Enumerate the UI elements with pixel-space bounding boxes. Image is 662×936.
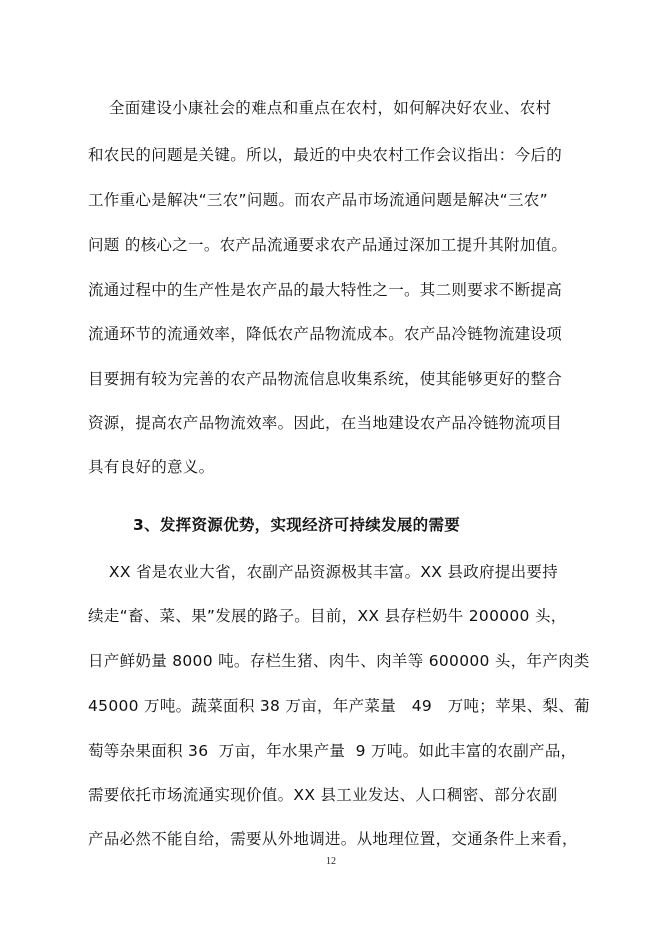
section-heading: 3、发挥资源优势，实现经济可持续发展的需要 (133, 516, 461, 534)
paragraph-line: 目要拥有较为完善的农产品物流信息收集系统，使其能够更好的整合 (88, 370, 563, 388)
paragraph-line: 45000 万吨。蔬菜面积 38 万亩，年产菜量 49 万吨；苹果、梨、葡 (88, 697, 590, 715)
paragraph-line: 问题 的核心之一。农产品流通要求农产品通过深加工提升其附加值。 (88, 236, 568, 254)
paragraph-line: 流通过程中的生产性是农产品的最大特性之一。其二则要求不断提高 (88, 281, 563, 299)
paragraph-line: XX 省是农业大省，农副产品资源极其丰富。XX 县政府提出要持 (88, 563, 559, 581)
paragraph-line: 流通环节的流通效率，降低农产品物流成本。农产品冷链物流建设项 (88, 325, 563, 343)
paragraph-line: 需要依托市场流通实现价值。XX 县工业发达、人口稠密、部分农副 (88, 786, 558, 804)
paragraph-line: 续走“畜、菜、果”发展的路子。目前，XX 县存栏奶牛 200000 头， (88, 607, 567, 625)
paragraph-line: 产品必然不能自给，需要从外地调进。从地理位置，交通条件上来看， (88, 830, 578, 848)
paragraph-line: 具有良好的意义。 (88, 458, 215, 476)
paragraph-line: 资源，提高农产品物流效率。因此，在当地建设农产品冷链物流项目 (88, 414, 563, 432)
paragraph-line: 萄等杂果面积 36 万亩，年水果产量 9 万吨。如此丰富的农副产品， (88, 742, 577, 760)
paragraph-line: 日产鲜奶量 8000 吨。存栏生猪、肉牛、肉羊等 600000 头，年产肉类 (88, 652, 590, 670)
paragraph-line: 和农民的问题是关键。所以，最近的中央农村工作会议指出：今后的 (88, 146, 563, 164)
paragraph-line: 工作重心是解决“三农”问题。而农产品市场流通问题是解决“三农” (88, 191, 548, 209)
paragraph-line: 全面建设小康社会的难点和重点在农村，如何解决好农业、农村 (88, 99, 552, 117)
page-number: 12 (326, 856, 336, 867)
